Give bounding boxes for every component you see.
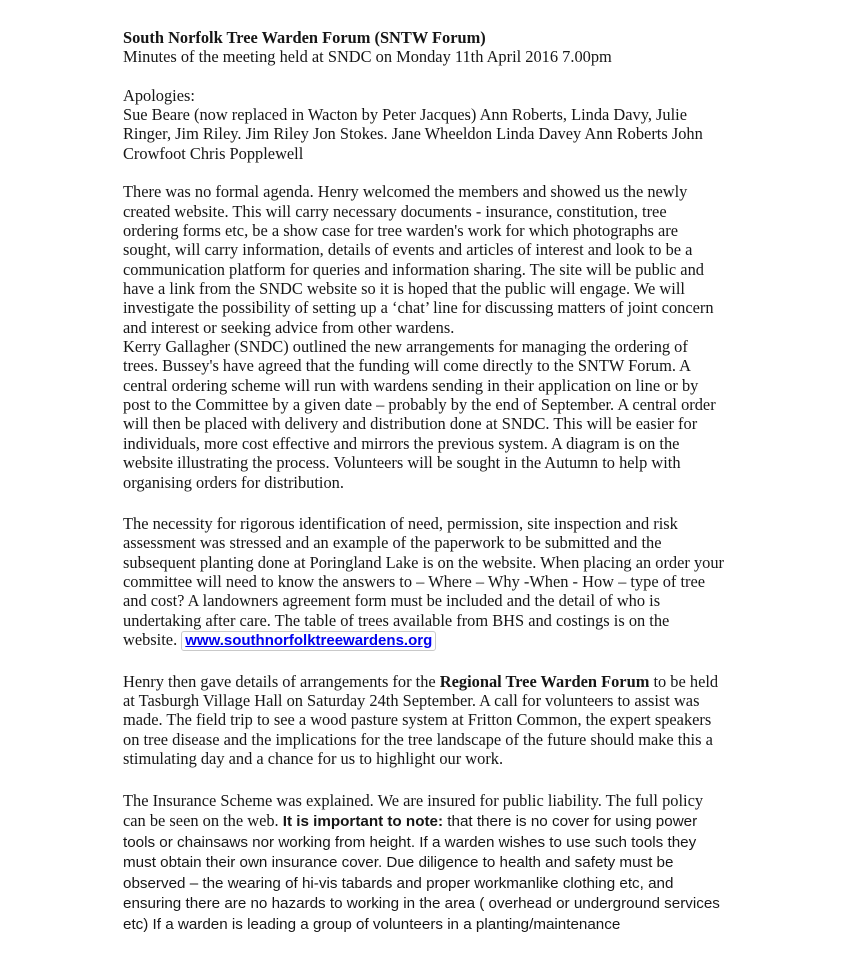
paragraph-agenda: There was no formal agenda. Henry welcomed the members and showed us the newly created website. This will carry necessary documents - insurance, constitution, tree ordering forms etc, be a show case for tree warden's work for which photographs are sought, will carry information, details of events and articles of interest and look to be a communication platform for queries and information sharing. The site will be public and have a link from the SNDC website so it is hoped that the public will engage. We will investigate the possibility of setting up a ‘chat’ line for discussing matters of joint concern and interest or seeking advice from other wardens. [123,182,714,337]
paragraph-ordering: Kerry Gallagher (SNDC) outlined the new arrangements for managing the ordering of trees. Bussey's have agreed that the funding will come directly to the SNTW Forum. A central ordering scheme will run with wardens sending in their application on line or by post to the Committee by a given date – probably by the end of September. A central order will then be placed with delivery and distribution done at SNDC. This will be easier for individuals, more cost effective and mirrors the previous system. A diagram is on the website illustrating the process. Volunteers will be sought in the Autumn to help with organising orders for distribution. [123,337,716,492]
apologies-label: Apologies: [123,85,195,105]
apologies-names: Sue Beare (now replaced in Wacton by Peter Jacques) Ann Roberts, Linda Davy, Julie Ringer, Jim Riley. Jim Riley Jon Stokes. Jane Wheeldon Linda Davey Ann Roberts John Crowfoot Chris Popplewell [123,105,703,163]
insurance-text-serif: The Insurance Scheme was explained. We are insured for public liability. The full policy can be seen on the web. [123,790,704,831]
paragraph-regional-forum [123,672,726,769]
insurance-text-sans: that there is no cover for using power tools or chainsaws nor working from height. If a warden wishes to use such tools they must obtain their own insurance cover. Due diligence to health and safety must be observed – the wearing of hi-vis tabards and proper workmanlike clothing etc, and ensuring there are no hazards to working in the area ( overhead or underground services etc) If a warden is leading a group of volunteers in a planting/maintenance [123,813,720,933]
paragraph-insurance [123,791,726,935]
website-link[interactable]: www.southnorfolktreewardens.org [181,631,436,651]
regional-text-after: to be held at Tasburgh Village Hall on Saturday 24th September. A call for volunteers to assist was made. The field trip to see a wood pasture system at Fritton Common, the expert speakers on tree disease and the implications for the tree landscape of the future should make this a stimulating day and a chance for us to highlight our work. [123,671,719,769]
document-subtitle: Minutes of the meeting held at SNDC on Monday 11th April 2016 7.00pm [123,47,612,67]
regional-text-before: Henry then gave details of arrangements for the [123,671,440,691]
necessity-text: The necessity for rigorous identification of need, permission, site inspection and risk assessment was stressed and an example of the paperwork to be submitted and the subsequent planting done at Poringland Lake is on the website. When placing an order your committee will need to know the answers to – Where – Why -When - How – type of tree and cost? A landowners agreement form must be included and the detail of who is undertaking after care. The table of trees available from BHS and costings is on the website. [123,513,724,650]
paragraph-necessity [123,514,726,650]
insurance-important-note: It is important to note: [282,813,444,831]
document-title: South Norfolk Tree Warden Forum (SNTW Forum) [123,28,486,47]
regional-forum-bold: Regional Tree Warden Forum [439,671,650,691]
